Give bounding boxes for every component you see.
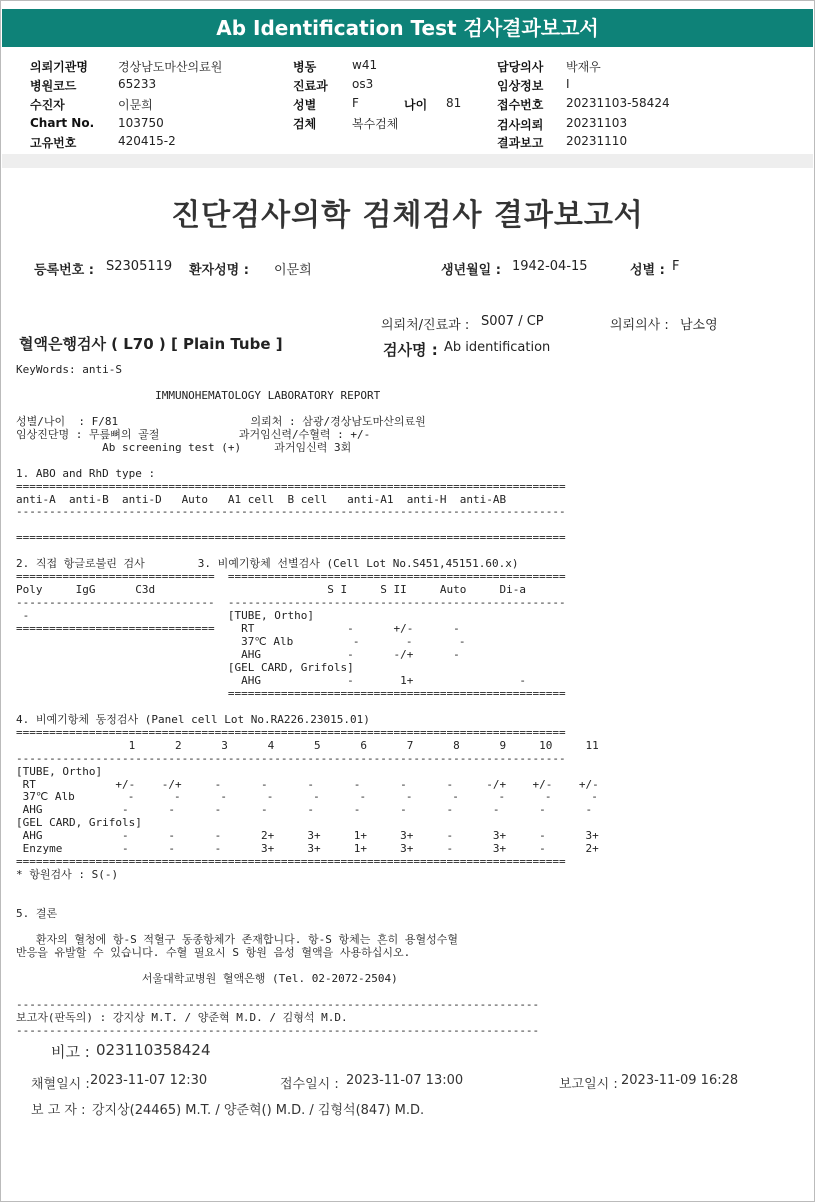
clinical-value: I [566,77,570,91]
collect-label: 채혈일시 : [31,1077,90,1092]
institution-value: 경상남도마산의료원 [118,60,223,74]
lab-report-text: KeyWords: anti-S IMMUNOHEMATOLOGY LABORATORY REPORT 성별/나이 : F/81 의뢰처 : 삼광/경상남도마산의료원 임상진단명 : 무릎뼈의 골절 과거임신력/수혈력 : +/- Ab screening test (+) 과거임신력 3회 1. ABO and RhD type : =================================================================================== anti-A anti-B anti-D Auto A1 cell B cell anti-A1 anti-H anti-AB ----------------------------------------------------------------------------------- =================================================================================== 2. 직접 항글로불린 검사 3. 비예기항체 선별검사 (Cell Lot No.S451,45151.60.x) ============================== =================================================== Poly IgG C3d S I S II Auto Di-a ------------------------------ --------------------------------------------------- - [TUBE, Ortho] ============================== RT - +/- - 37℃ Alb - - - AHG - -/+ - [GEL CARD, Grifols] AHG - 1+ - =================================================== 4. 비예기항체 동정검사 (Panel cell Lot No.RA226.23015.01) =================================================================================== 1 2 3 4 5 6 7 8 9 10 11 ----------------------------------------------------------------------------------- [TUBE, Ortho] RT +/- -/+ - - - - - - -/+ +/- +/- 37℃ Alb - - - - - - - - - - - AHG - - - - - - - - - - - [GEL CARD, Grifols] AHG - - - 2+ 3+ 1+ 3+ - 3+ - 3+ Enzyme - - - 3+ 3+ 1+ 3+ - 3+ - 2+ =================================================================================== * 항원검사 : S(-) 5. 결론 환자의 혈청에 항-S 적혈구 동종항체가 존재합니다. 항-S 항체는 흔히 용혈성수혈 반응을 유발할 수 있습니다. 수혈 필요시 S 항원 음성 혈액을 사용하십시오. 서울대학교병원 혈액은행 (Tel. 02-2072-2504) ------------------------------------------------------------------------------- 보고자(판독의) : 강지상 M.T. / 양준혁 M.D. / 김형석 M.D. ------------------------------------------------------------------------------- [16,363,599,1037]
report-time-label: 보고일시 : [559,1077,618,1092]
recipient-label: 수진자 [30,98,65,112]
test-category: 혈액은행검사 ( L70 ) [ Plain Tube ] [19,335,283,353]
dept-label: 진료과 [293,79,328,93]
reporter-value: 강지상(24465) M.T. / 양준혁() M.D. / 김형석(847) M.D. [92,1103,425,1118]
report-date-value: 20231110 [566,134,628,148]
test-name-value: Ab identification [444,340,551,355]
report-date-label: 결과보고 [497,136,544,150]
doctor-value: 박재우 [566,60,601,74]
request-date-value: 20231103 [566,116,628,130]
reporter-label: 보 고 자 : [31,1103,86,1118]
name-value: 이문희 [274,263,312,278]
age-value: 81 [446,96,462,110]
specimen-label: 검체 [293,117,317,131]
patient-sex-label: 성별 : [630,263,665,278]
recipient-value: 이문희 [118,98,153,112]
report-title-bar: Ab Identification Test 검사결과보고서 [2,9,813,47]
name-label: 환자성명 : [189,263,249,278]
reg-value: S2305119 [106,259,173,274]
institution-label: 의뢰기관명 [30,60,88,74]
collect-value: 2023-11-07 12:30 [90,1073,208,1088]
remark-value: 023110358424 [96,1041,211,1059]
sex-label: 성별 [293,98,317,112]
age-label: 나이 [404,98,428,112]
request-dept-label: 의뢰처/진료과 : [381,318,470,333]
receipt-no-value: 20231103-58424 [566,96,670,110]
unique-no-value: 420415-2 [118,134,176,148]
report-time-value: 2023-11-09 16:28 [621,1073,739,1088]
sex-value: F [352,96,359,110]
dept-value: os3 [352,77,374,91]
hospital-code-value: 65233 [118,77,157,91]
dob-value: 1942-04-15 [512,259,588,274]
dob-label: 생년월일 : [441,263,501,278]
ward-value: w41 [352,58,378,72]
request-doctor-label: 의뢰의사 : [610,318,669,333]
receipt-time-label: 접수일시 : [280,1077,339,1092]
receipt-time-value: 2023-11-07 13:00 [346,1073,464,1088]
clinical-label: 임상정보 [497,79,544,93]
unique-no-label: 고유번호 [30,136,77,150]
chart-no-label: Chart No. [30,116,95,130]
request-date-label: 검사의뢰 [497,118,544,132]
main-title: 진단검사의학 검체검사 결과보고서 [171,198,644,233]
test-name-label: 검사명 : [383,341,438,359]
patient-sex-value: F [672,259,680,274]
specimen-value: 복수검체 [352,117,399,131]
chart-no-value: 103750 [118,116,164,130]
request-doctor-value: 남소영 [680,318,718,333]
reg-label: 등록번호 : [34,263,94,278]
ward-label: 병동 [293,60,317,74]
doctor-label: 담당의사 [497,60,544,74]
remark-label: 비고 : [51,1043,90,1061]
request-dept-value: S007 / CP [481,314,544,329]
receipt-no-label: 접수번호 [497,98,544,112]
section-divider [2,154,813,168]
hospital-code-label: 병원코드 [30,79,77,93]
